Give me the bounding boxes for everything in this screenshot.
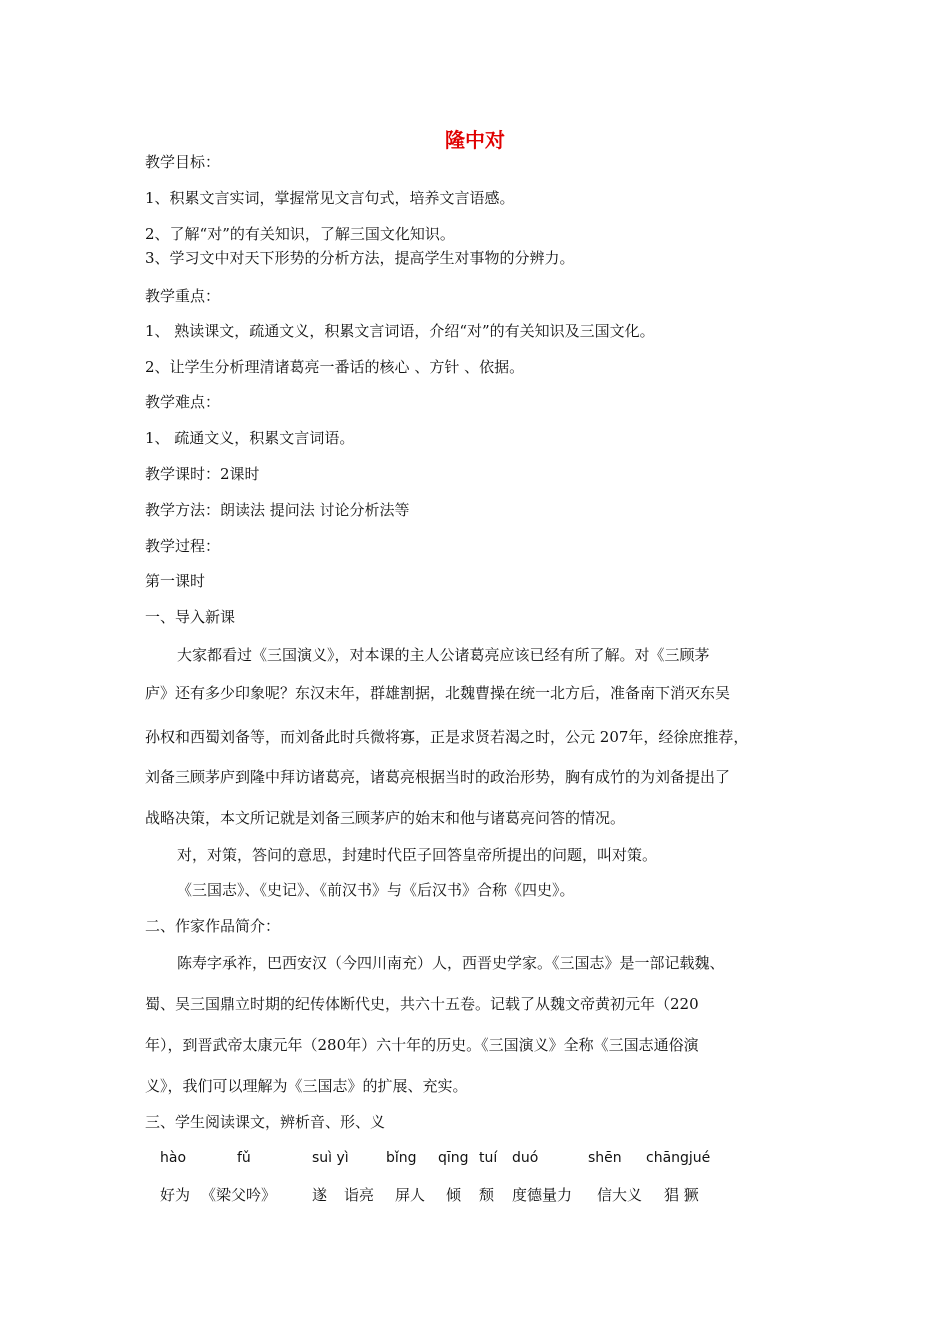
paragraph-line: 孙权和西蜀刘备等，而刘备此时兵微将寡，正是求贤若渴之时，公元 207年，经徐庶推荐， [145,728,749,746]
vocab-word: 度德量力 [512,1186,573,1204]
text-line: 教学方法：朗读法 提问法 讨论分析法等 [145,501,410,519]
vocab-word: 《梁父吟》 [201,1186,277,1204]
section-heading: 三、学生阅读课文，辨析音、形、义 [145,1113,386,1131]
vocab-word: 屏人 [395,1186,426,1204]
text-line: 1、积累文言实词，掌握常见文言句式，培养文言语感。 [145,189,515,207]
vocab-word: 遂 [312,1186,328,1204]
text-line: 1、 熟读课文，疏通文义，积累文言词语，介绍“对”的有关知识及三国文化。 [145,322,655,340]
section-heading: 一、导入新课 [145,608,236,626]
paragraph-line: 年），到晋武帝太康元年（280年）六十年的历史。《三国演义》全称《三国志通俗演 [145,1036,699,1054]
pinyin-label: tuí [479,1150,498,1166]
section-heading: 教学难点： [145,393,221,411]
paragraph-line: 庐》还有多少印象呢？东汉末年，群雄割据，北魏曹操在统一北方后，准备南下消灭东吴 [145,684,731,702]
section-heading: 教学过程： [145,537,221,555]
paragraph-line: 《三国志》、《史记》、《前汉书》与《后汉书》合称《四史》。 [177,881,575,899]
section-heading: 教学重点： [145,287,221,305]
document-title: 隆中对 [445,128,505,152]
vocab-word: 猖 獗 [664,1186,699,1204]
text-line: 教学课时：2课时 [145,465,260,483]
pinyin-label: hào [160,1150,187,1166]
paragraph-line: 对，对策，答问的意思，封建时代臣子回答皇帝所提出的问题，叫对策。 [177,846,658,864]
text-line: 2、让学生分析理清诸葛亮一番话的核心 、方针 、依据。 [145,358,525,376]
paragraph-line: 陈寿字承祚，巴西安汉（今四川南充）人，西晋史学家。《三国志》是一部记载魏、 [177,954,725,972]
text-line: 1、 疏通文义，积累文言词语。 [145,429,355,447]
paragraph-line: 战略决策，本文所记就是刘备三顾茅庐的始末和他与诸葛亮问答的情况。 [145,809,626,827]
vocab-word: 好为 [160,1186,191,1204]
section-heading: 教学目标： [145,153,221,171]
text-line: 2、了解“对”的有关知识，了解三国文化知识。 [145,225,455,243]
pinyin-label: chāngjué [646,1150,711,1166]
paragraph-line: 义》，我们可以理解为《三国志》的扩展、充实。 [145,1077,468,1095]
vocab-word: 信大义 [597,1186,643,1204]
pinyin-label: shēn [588,1150,622,1166]
vocab-word: 倾 [446,1186,462,1204]
vocab-word: 诣亮 [344,1186,375,1204]
pinyin-label: qīng [438,1150,469,1166]
paragraph-line: 刘备三顾茅庐到隆中拜访诸葛亮，诸葛亮根据当时的政治形势，胸有成竹的为刘备提出了 [145,768,731,786]
pinyin-label: suì yì [312,1150,349,1166]
pinyin-label: duó [512,1150,539,1166]
paragraph-line: 蜀、吴三国鼎立时期的纪传体断代史，共六十五卷。记载了从魏文帝黄初元年（220 [145,995,699,1013]
section-heading: 二、作家作品简介： [145,917,281,935]
vocab-word: 颓 [479,1186,495,1204]
text-line: 3、学习文中对天下形势的分析方法，提高学生对事物的分辨力。 [145,249,575,267]
pinyin-label: fǔ [237,1150,251,1166]
pinyin-label: bǐng [386,1150,417,1166]
paragraph-line: 大家都看过《三国演义》，对本课的主人公诸葛亮应该已经有所了解。对《三顾茅 [177,646,710,664]
text-line: 第一课时 [145,572,206,590]
